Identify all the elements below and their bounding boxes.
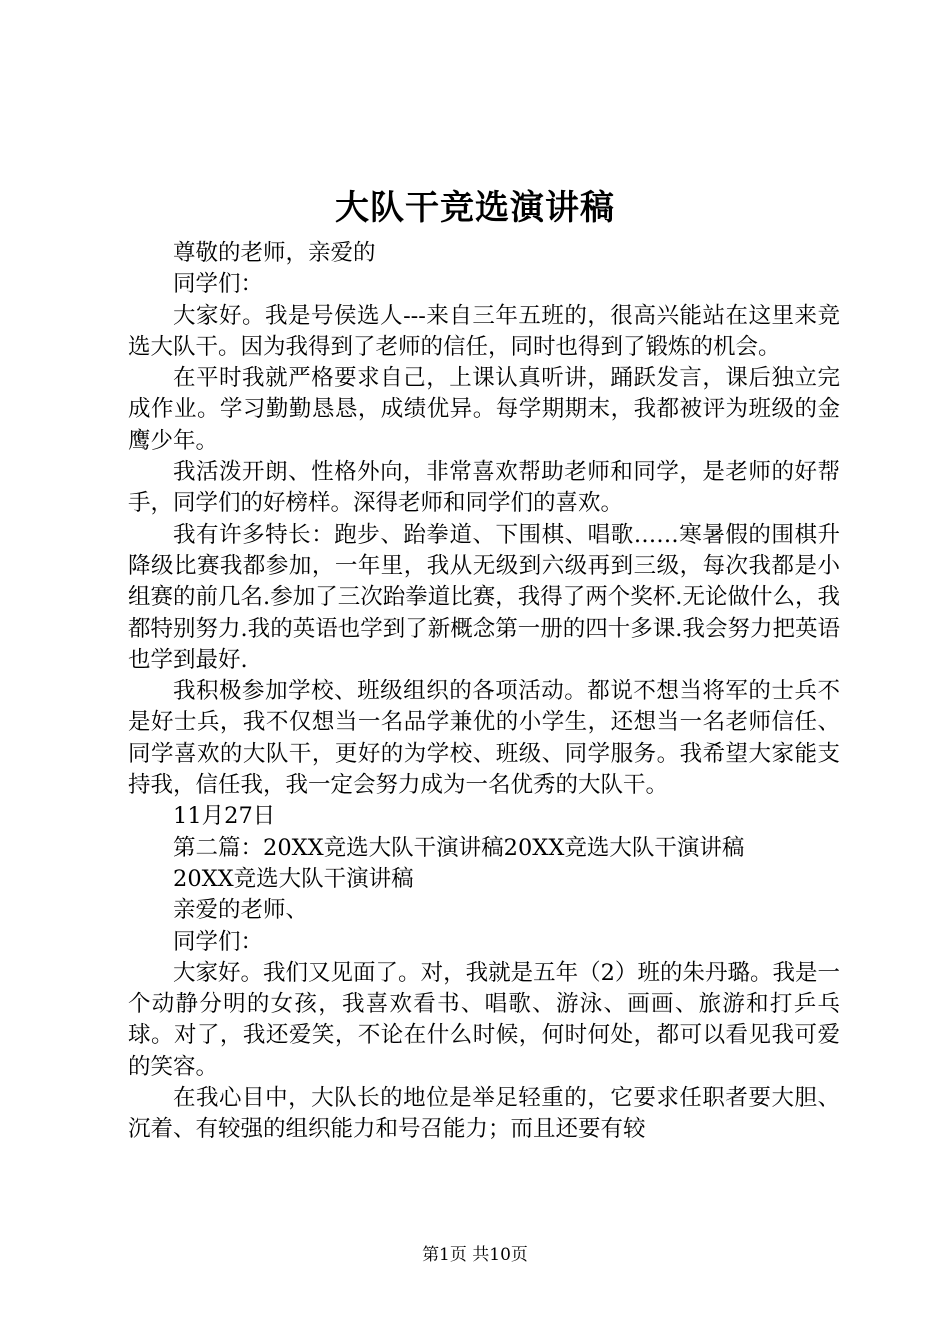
salutation-line-2: 同学们：: [173, 271, 264, 298]
paragraph-study: 在平时我就严格要求自己，上课认真听讲，踊跃发言，课后独立完成作业。学习勤勤恳恳，成绩优异。每学期期末，我都被评为班级的金鹰少年。: [128, 365, 840, 454]
section-subtitle: 20XX竞选大队干演讲稿: [173, 865, 414, 892]
salutation-line-1: 尊敬的老师，亲爱的: [173, 240, 376, 266]
paragraph-self-intro: 大家好。我们又见面了。对，我就是五年（2）班的朱丹璐。我是一个动静分明的女孩，我喜欢看书、唱歌、游泳、画画、旅游和打乒乓球。对了，我还爱笑，不论在什么时候，何时何处，都可以看见我可爱的笑容。: [128, 959, 840, 1080]
page-footer: 第1页 共10页: [422, 1245, 528, 1265]
salutation-line-3: 亲爱的老师、: [173, 897, 309, 924]
section-heading-second: 第二篇：20XX竞选大队干演讲稿20XX竞选大队干演讲稿: [173, 834, 745, 861]
document-title: 大队干竞选演讲稿: [335, 188, 615, 228]
salutation-line-4: 同学们：: [173, 928, 264, 955]
date-line: 11月27日: [173, 803, 276, 830]
paragraph-role: 在我心目中，大队长的地位是举足轻重的，它要求任职者要大胆、沉着、有较强的组织能力和号召能力；而且还要有较: [128, 1085, 840, 1143]
document-body: [128, 238, 840, 1146]
paragraph-talents: 我有许多特长：跑步、跆拳道、下围棋、唱歌……寒暑假的围棋升降级比赛我都参加，一年里，我从无级到六级再到三级，每次我都是小组赛的前几名.参加了三次跆拳道比赛，我得了两个奖杯.无论做什么，我都特别努力.我的英语也学到了新概念第一册的四十多课.我会努力把英语也学到最好.: [128, 521, 840, 673]
paragraph-personality: 我活泼开朗、性格外向，非常喜欢帮助老师和同学，是老师的好帮手，同学们的好榜样。深得老师和同学们的喜欢。: [128, 459, 840, 517]
paragraph-activities: 我积极参加学校、班级组织的各项活动。都说不想当将军的士兵不是好士兵，我不仅想当一名品学兼优的小学生，还想当一名老师信任、同学喜欢的大队干，更好的为学校、班级、同学服务。我希望大家能支持我，信任我，我一定会努力成为一名优秀的大队干。: [128, 678, 840, 799]
paragraph-intro: 大家好。我是号侯选人---来自三年五班的，很高兴能站在这里来竞选大队干。因为我得到了老师的信任，同时也得到了锻炼的机会。: [128, 302, 840, 360]
